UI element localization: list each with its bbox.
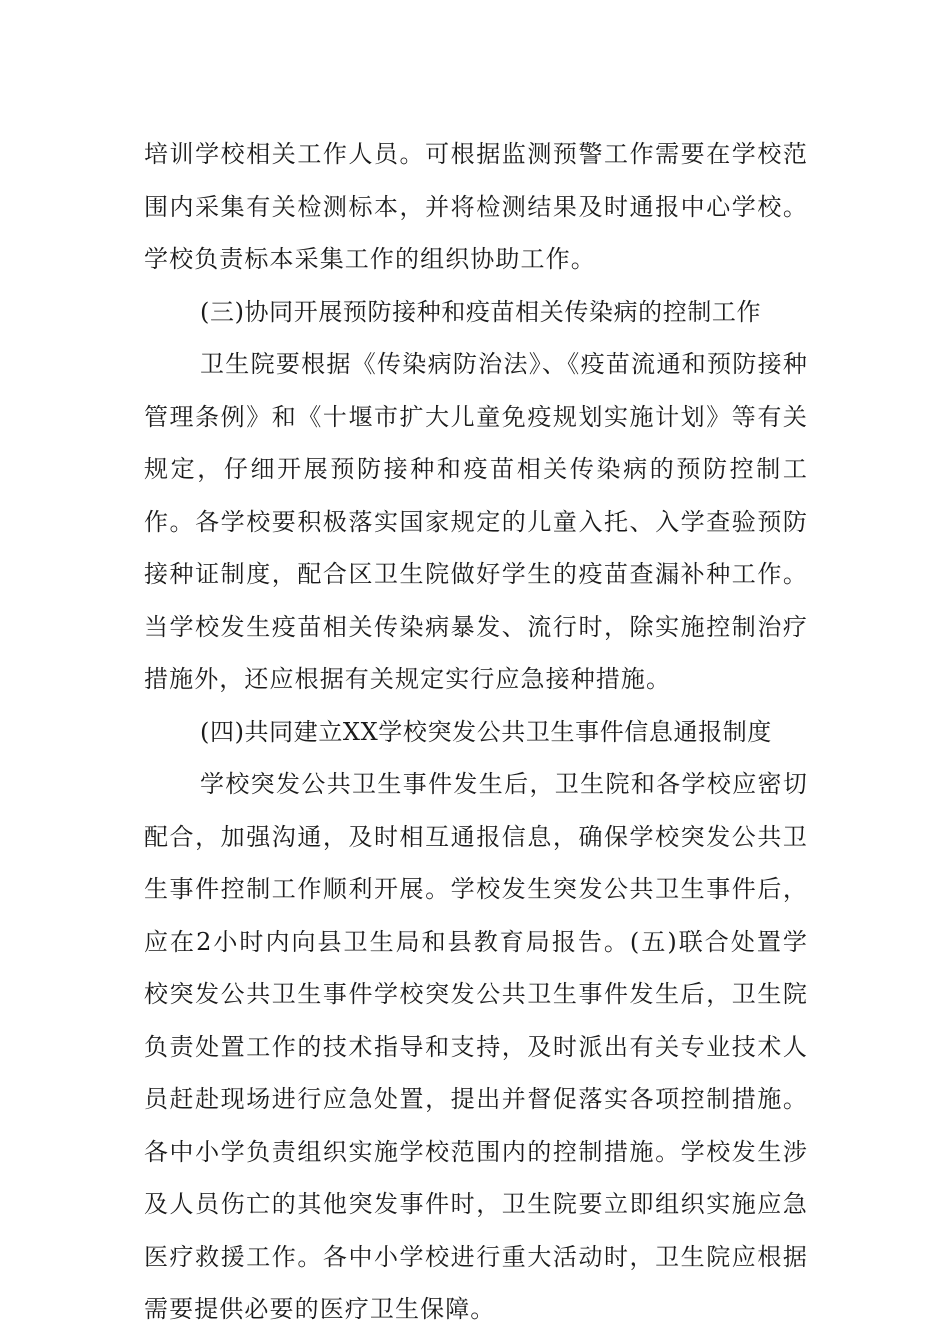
paragraph-vaccination: 卫生院要根据《传染病防治法》、《疫苗流通和预防接种管理条例》和《十堰市扩大儿童免疫规划实施计划》等有关规定，仔细开展预防接种和疫苗相关传染病的预防控制工作。各学校要积极落实国家规定的儿童入托、入学查验预防接种证制度，配合区卫生院做好学生的疫苗查漏补种工作。当学校发生疫苗相关传染病暴发、流行时，除实施控制治疗措施外，还应根据有关规定实行应急接种措施。: [144, 350, 808, 693]
section-heading-3: (三)协同开展预防接种和疫苗相关传染病的控制工作: [200, 297, 762, 326]
document-body: [144, 128, 808, 1336]
paragraph-training-continuation: 培训学校相关工作人员。可根据监测预警工作需要在学校范围内采集有关检测标本，并将检测结果及时通报中心学校。学校负责标本采集工作的组织协助工作。: [144, 140, 808, 273]
paragraph-reporting: 学校突发公共卫生事件发生后，卫生院和各学校应密切配合，加强沟通，及时相互通报信息，确保学校突发公共卫生事件控制工作顺利开展。学校发生突发公共卫生事件后，应在2小时内向县卫生局和县教育局报告。(五)联合处置学校突发公共卫生事件学校突发公共卫生事件发生后，卫生院负责处置工作的技术指导和支持，及时派出有关专业技术人员赶赴现场进行应急处置，提出并督促落实各项控制措施。各中小学负责组织实施学校范围内的控制措施。学校发生涉及人员伤亡的其他突发事件时，卫生院要立即组织实施应急医疗救援工作。各中小学校进行重大活动时，卫生院应根据需要提供必要的医疗卫生保障。: [144, 770, 808, 1323]
section-heading-4: (四)共同建立XX学校突发公共卫生事件信息通报制度: [200, 717, 772, 746]
